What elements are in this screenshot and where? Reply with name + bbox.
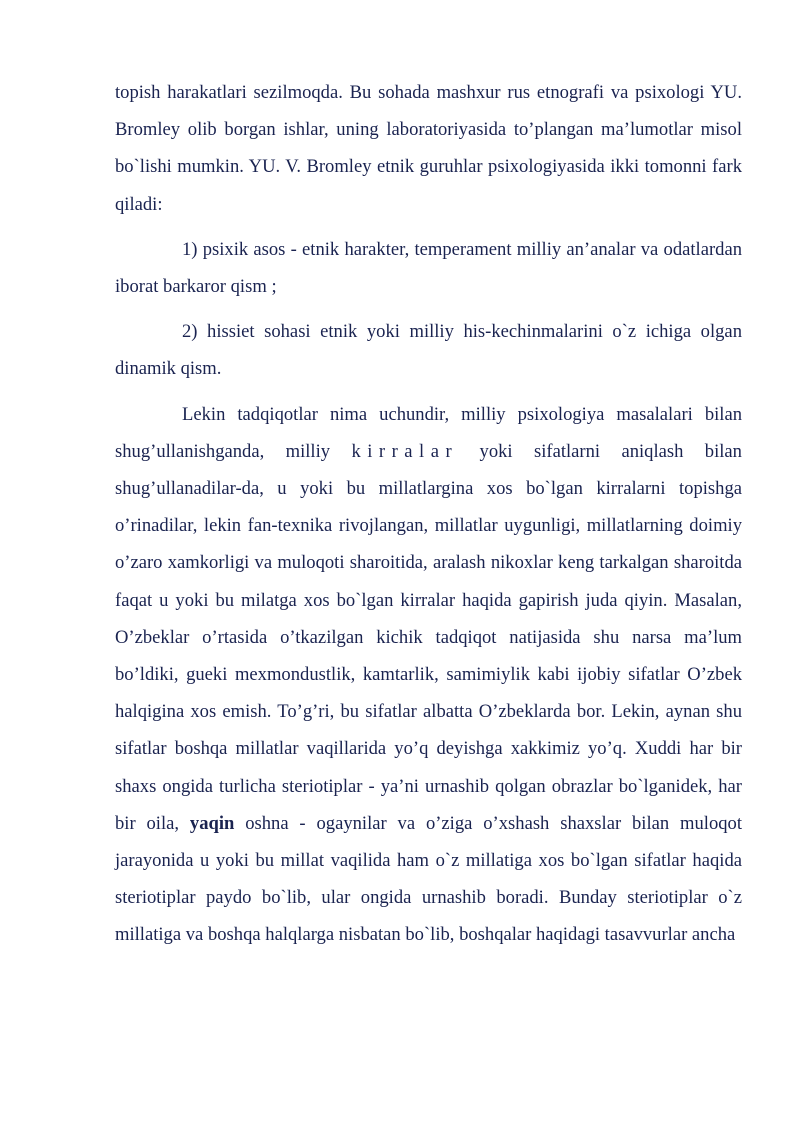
- paragraph-main-text-b: yoki sifatlarni aniqlash bilan shug’ullanadilar-da, u yoki bu millatlargina xos bo`lgan kirralarni topishga o’rinadilar, lekin fan-texnika rivojlangan, millatlar uygunligi, millatlarning doimiy o’zaro xamkorligi va muloqoti sharoitida, aralash nikoxlar keng tarkalgan sharoitda faqat u yoki bu milatga xos bo`lgan kirralar haqida gapirish juda qiyin. Masalan, O’zbeklar o’rtasida o’tkazilgan kichik tadqiqot natijasida shu narsa ma’lum bo’ldiki, gueki mexmondustlik, kamtarlik, samimiylik kabi ijobiy sifatlar O’zbek halqigina xos emish. To’g’ri, bu sifatlar albatta O’zbeklarda bor. Lekin, aynan shu sifatlar boshqa millatlar vaqillarida yo’q deyishga xakkimiz yo’q. Xuddi har bir shaxs ongida turlicha steriotiplar - ya’ni urnashib qolgan obrazlar bo`lganidek, har bir oila,: [115, 440, 742, 834]
- list-item-1: 1) psixik asos - etnik harakter, temperament milliy an’analar va odatlardan iborat barkaror qism ;: [115, 238, 742, 298]
- paragraph-main: [115, 396, 742, 954]
- paragraph-intro: topish harakatlari sezilmoqda. Bu sohada mashxur rus etnografi va psixologi YU. Bromley olib borgan ishlar, uning laboratoriyasida to’plangan ma’lumotlar misol bo`lishi mumkin. YU. V. Bromley etnik guruhlar psixologiyasida ikki tomonni fark qiladi:: [115, 82, 742, 215]
- paragraph-main-text-a: Lekin tadqiqotlar nima uchundir, milliy psixologiya masalalari bilan shug’ullanishganda, milliy: [115, 403, 742, 462]
- document-page: [115, 74, 742, 962]
- list-item-2: 2) hissiet sohasi etnik yoki milliy his-kechinmalarini o`z ichiga olgan dinamik qism.: [115, 321, 742, 380]
- spaced-word: kirralar: [351, 440, 459, 462]
- bold-word: yaqin: [189, 812, 235, 834]
- paragraph-main-text-c: oshna - ogaynilar va o’ziga o’xshash shaxslar bilan muloqot jarayonida u yoki bu millat vaqilida ham o`z millatiga xos bo`lgan sifatlar haqida steriotiplar paydo bo`lib, ular ongida urnashib boradi. Bunday steriotiplar o`z millatiga va boshqa halqlarga nisbatan bo`lib, boshqalar haqidagi tasavvurlar ancha: [115, 812, 742, 946]
